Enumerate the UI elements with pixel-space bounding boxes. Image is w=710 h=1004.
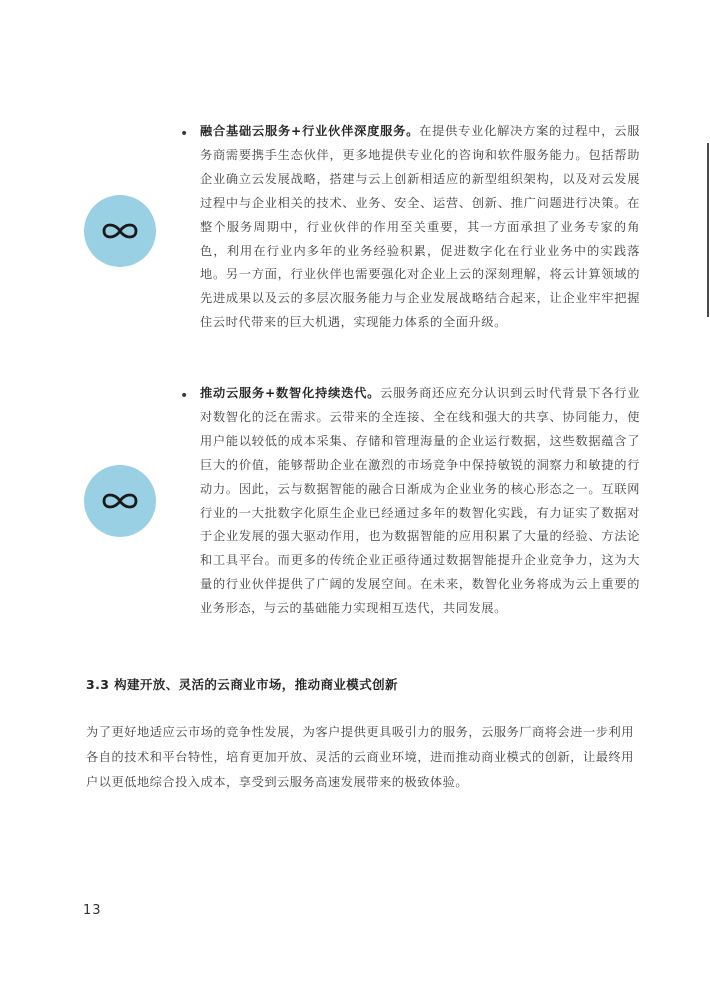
infinity-icon [84, 195, 156, 267]
page-edge-marker [707, 143, 709, 317]
section-paragraph: 为了更好地适应云市场的竞争性发展，为客户提供更具吸引力的服务，云服务厂商将会进一步利用各自的技术和平台特性，培育更加开放、灵活的云商业环境，进而推动商业模式的创新，让最终用户以更低地综合投入成本，享受到云服务高速发展带来的极致体验。 [86, 725, 634, 789]
infinity-glyph [99, 219, 141, 243]
bullet-lead: 推动云服务+数智化持续迭代。 [200, 386, 381, 400]
bullet-paragraph [200, 120, 640, 335]
bullet-lead: 融合基础云服务+行业伙伴深度服务。 [200, 124, 420, 138]
infinity-glyph [99, 489, 141, 513]
bullet-body: 在提供专业化解决方案的过程中，云服务商需要携手生态伙伴，更多地提供专业化的咨询和软件服务能力。包括帮助企业确立云发展战略，搭建与云上创新相适应的新型组织架构，以及对云发展过程中与企业相关的技术、业务、安全、运营、创新、推广问题进行决策。在整个服务周期中，行业伙伴的作用至关重要，其一方面承担了业务专家的角色，利用在行业内多年的业务经验积累，促进数字化在行业业务中的实践落地。另一方面，行业伙伴也需要强化对企业上云的深刻理解，将云计算领域的先进成果以及云的多层次服务能力与企业发展战略结合起来，让企业牢牢把握住云时代带来的巨大机遇，实现能力体系的全面升级。 [200, 124, 640, 330]
section-heading: 3.3 构建开放、灵活的云商业市场，推动商业模式创新 [86, 677, 398, 692]
bullet-paragraph [200, 382, 640, 621]
bullet-body: 云服务商还应充分认识到云时代背景下各行业对数智化的泛在需求。云带来的全连接、全在线和强大的共享、协同能力，使用户能以较低的成本采集、存储和管理海量的企业运行数据，这些数据蕴含了巨大的价值，能够帮助企业在激烈的市场竞争中保持敏锐的洞察力和敏捷的行动力。因此，云与数据智能的融合日渐成为企业业务的核心形态之一。互联网行业的一大批数字化原生企业已经通过多年的数智化实践，有力证实了数据对于企业发展的强大驱动作用，也为数据智能的应用积累了大量的经验、方法论和工具平台。而更多的传统企业正亟待通过数据智能提升企业竞争力，这为大量的行业伙伴提供了广阔的发展空间。在未来，数智化业务将成为云上重要的业务形态，与云的基础能力实现相互迭代，共同发展。 [200, 386, 640, 616]
bullet-dot: • [180, 388, 189, 404]
page-number: 13 [83, 903, 102, 918]
infinity-icon [84, 465, 156, 537]
bullet-item-data-intelligence [180, 382, 640, 621]
bullet-dot: • [180, 126, 189, 142]
bullet-item-cloud-partner-services [180, 120, 640, 335]
